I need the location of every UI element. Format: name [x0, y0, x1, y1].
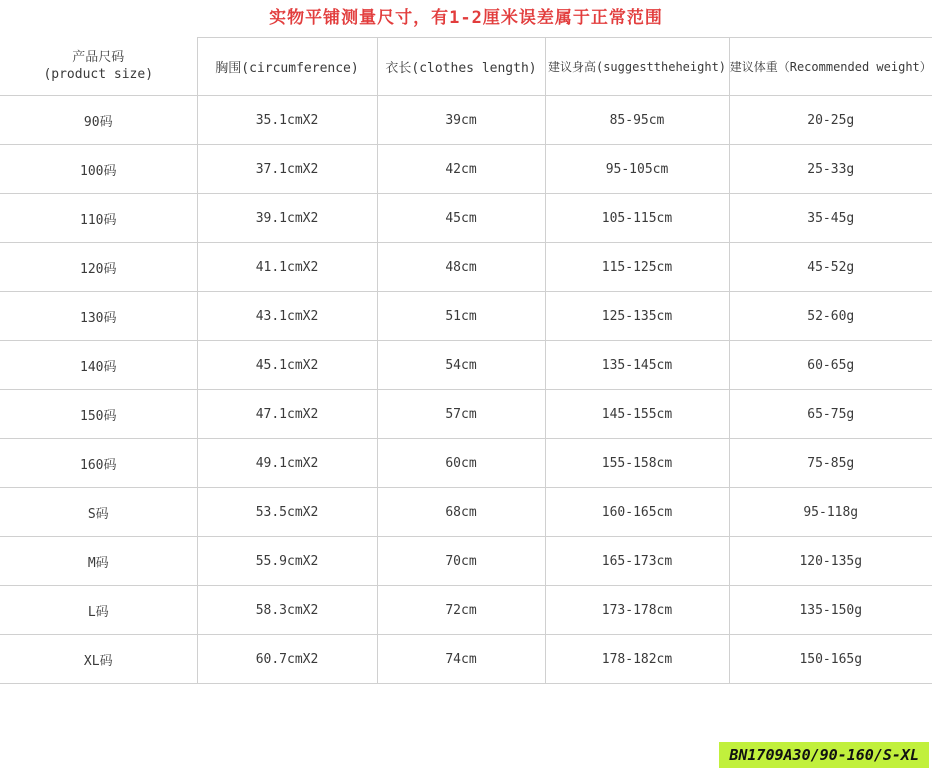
size-label-cell: 150码	[0, 390, 197, 439]
table-cell: 68cm	[377, 488, 545, 537]
table-cell: 178-182cm	[545, 635, 729, 684]
table-cell: 25-33g	[729, 145, 932, 194]
header-recommended-weight: 建议体重（Recommended weight）	[729, 38, 932, 96]
table-cell: 65-75g	[729, 390, 932, 439]
table-cell: 45-52g	[729, 243, 932, 292]
header-clothes-length: 衣长(clothes length)	[377, 38, 545, 96]
table-cell: 74cm	[377, 635, 545, 684]
table-cell: 55.9cmX2	[197, 537, 377, 586]
size-label-cell: 100码	[0, 145, 197, 194]
table-row	[0, 194, 932, 243]
size-label-cell: 90码	[0, 96, 197, 145]
table-cell: 95-105cm	[545, 145, 729, 194]
table-cell: 42cm	[377, 145, 545, 194]
table-cell: 60.7cmX2	[197, 635, 377, 684]
table-header	[0, 38, 932, 96]
table-cell: 20-25g	[729, 96, 932, 145]
table-cell: 125-135cm	[545, 292, 729, 341]
table-cell: 120-135g	[729, 537, 932, 586]
size-table	[0, 37, 932, 684]
table-cell: 70cm	[377, 537, 545, 586]
table-cell: 58.3cmX2	[197, 586, 377, 635]
table-row	[0, 439, 932, 488]
header-product-size-en: (product size)	[43, 67, 154, 83]
table-row	[0, 96, 932, 145]
table-row	[0, 341, 932, 390]
table-row	[0, 488, 932, 537]
table-row	[0, 243, 932, 292]
table-cell: 173-178cm	[545, 586, 729, 635]
table-cell: 155-158cm	[545, 439, 729, 488]
size-label-cell: XL码	[0, 635, 197, 684]
table-row	[0, 586, 932, 635]
page-title: 实物平铺测量尺寸，有1-2厘米误差属于正常范围	[269, 8, 663, 28]
table-row	[0, 390, 932, 439]
table-row	[0, 537, 932, 586]
table-cell: 35-45g	[729, 194, 932, 243]
table-cell: 45cm	[377, 194, 545, 243]
table-body	[0, 96, 932, 684]
size-label-cell: L码	[0, 586, 197, 635]
header-suggest-height: 建议身高(suggesttheheight)	[545, 38, 729, 96]
table-cell: 135-145cm	[545, 341, 729, 390]
table-cell: 49.1cmX2	[197, 439, 377, 488]
size-label-cell: M码	[0, 537, 197, 586]
table-cell: 54cm	[377, 341, 545, 390]
table-cell: 150-165g	[729, 635, 932, 684]
table-cell: 53.5cmX2	[197, 488, 377, 537]
table-cell: 115-125cm	[545, 243, 729, 292]
table-cell: 39cm	[377, 96, 545, 145]
header-row	[0, 38, 932, 96]
table-cell: 48cm	[377, 243, 545, 292]
table-cell: 57cm	[377, 390, 545, 439]
table-row	[0, 145, 932, 194]
size-label-cell: 130码	[0, 292, 197, 341]
model-number-badge: BN1709A30/90-160/S-XL	[719, 742, 929, 768]
table-cell: 47.1cmX2	[197, 390, 377, 439]
table-cell: 105-115cm	[545, 194, 729, 243]
table-cell: 35.1cmX2	[197, 96, 377, 145]
table-cell: 95-118g	[729, 488, 932, 537]
table-cell: 52-60g	[729, 292, 932, 341]
header-circumference: 胸围(circumference)	[197, 38, 377, 96]
header-product-size-cn: 产品尺码	[72, 49, 125, 65]
size-label-cell: 140码	[0, 341, 197, 390]
table-cell: 60cm	[377, 439, 545, 488]
table-cell: 45.1cmX2	[197, 341, 377, 390]
size-label-cell: 120码	[0, 243, 197, 292]
size-label-cell: S码	[0, 488, 197, 537]
size-label-cell: 110码	[0, 194, 197, 243]
table-cell: 75-85g	[729, 439, 932, 488]
table-cell: 160-165cm	[545, 488, 729, 537]
table-row	[0, 635, 932, 684]
table-cell: 60-65g	[729, 341, 932, 390]
table-cell: 41.1cmX2	[197, 243, 377, 292]
table-cell: 85-95cm	[545, 96, 729, 145]
table-cell: 43.1cmX2	[197, 292, 377, 341]
header-product-size	[0, 38, 197, 96]
table-cell: 51cm	[377, 292, 545, 341]
table-cell: 135-150g	[729, 586, 932, 635]
table-cell: 145-155cm	[545, 390, 729, 439]
table-cell: 37.1cmX2	[197, 145, 377, 194]
table-row	[0, 292, 932, 341]
table-cell: 72cm	[377, 586, 545, 635]
table-cell: 39.1cmX2	[197, 194, 377, 243]
size-label-cell: 160码	[0, 439, 197, 488]
table-cell: 165-173cm	[545, 537, 729, 586]
